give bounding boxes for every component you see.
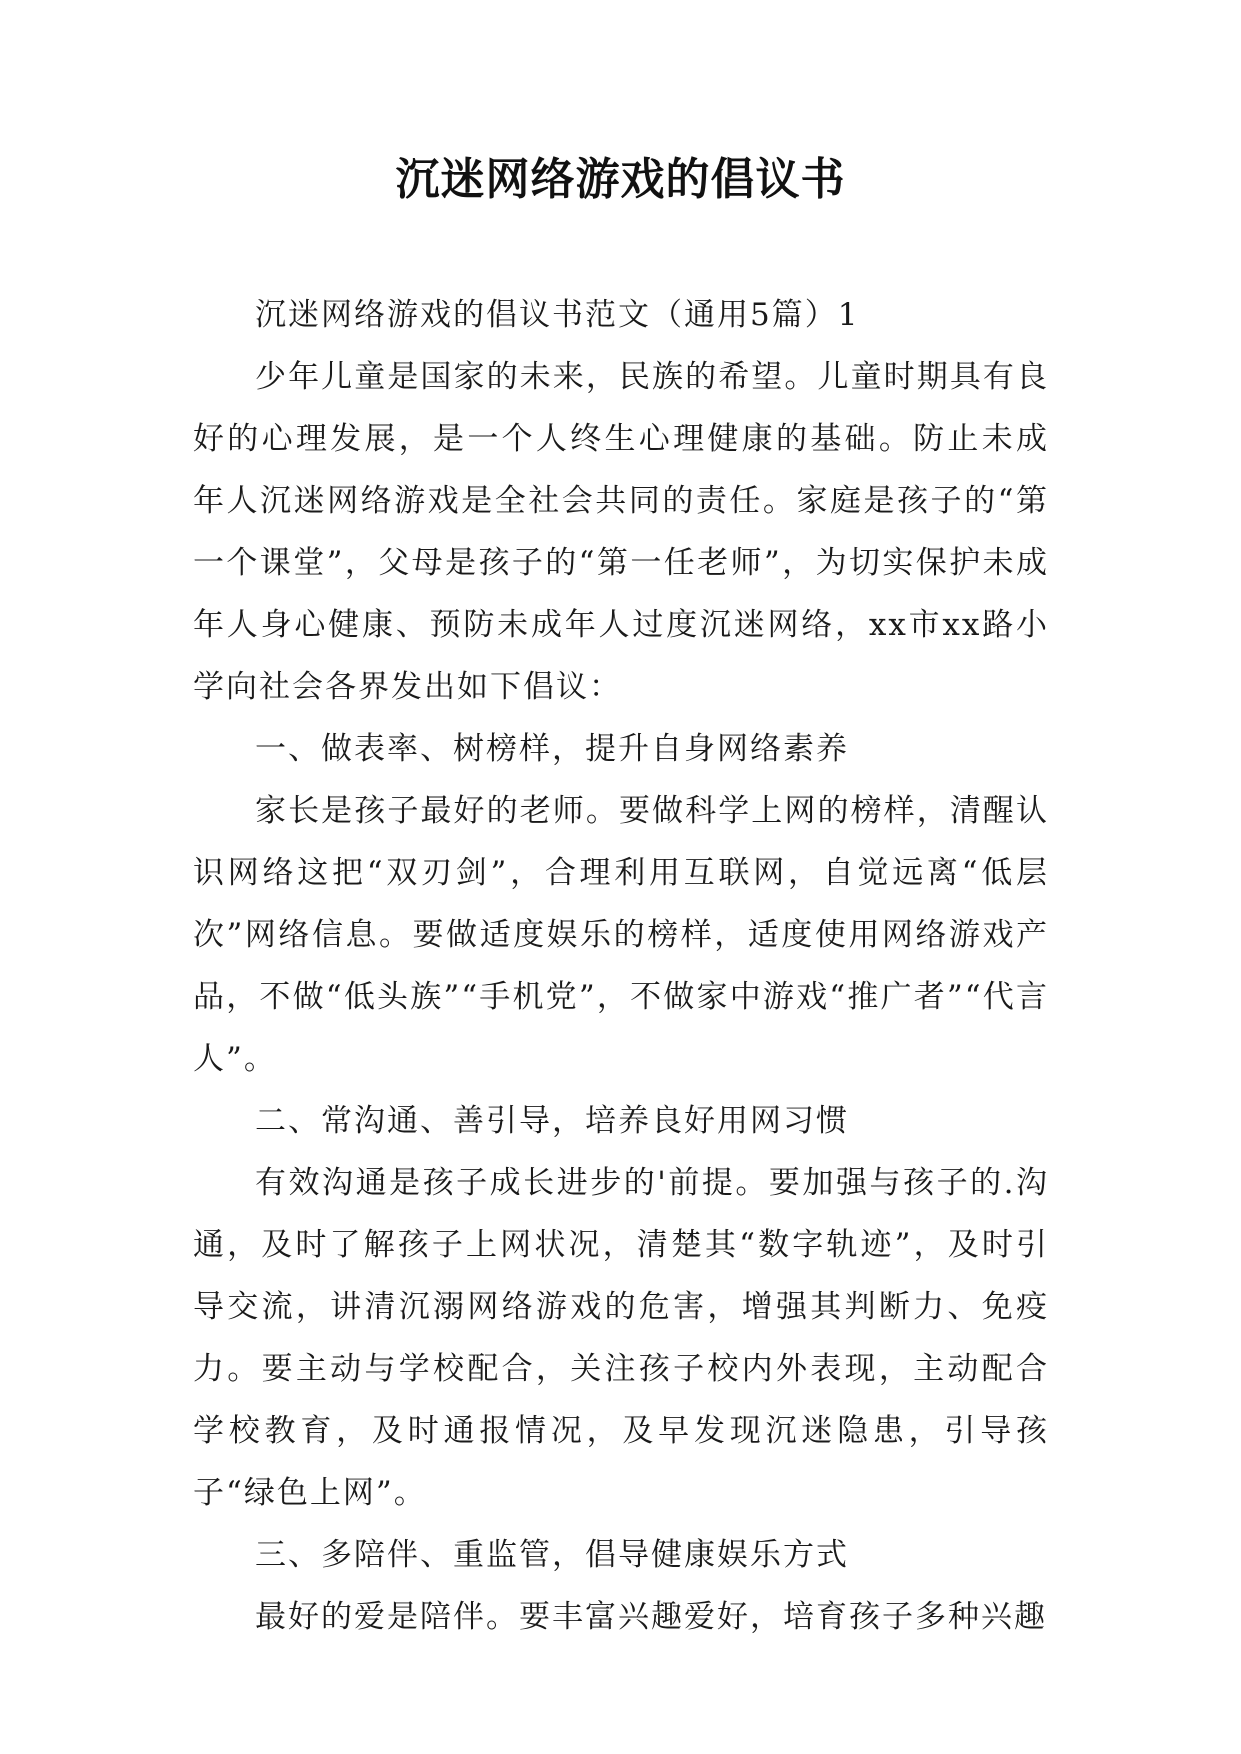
intro-paragraph: 少年儿童是国家的未来，民族的希望。儿童时期具有良好的心理发展，是一个人终生心理健康的基础。防止未成年人沉迷网络游戏是全社会共同的责任。家庭是孩子的“第一个课堂”，父母是孩子的“第一任老师”，为切实保护未成年人身心健康、预防未成年人过度沉迷网络，xx市xx路小学向社会各界发出如下倡议：	[193, 359, 1049, 705]
document-body	[193, 284, 1049, 1648]
section-paragraph-1: 家长是孩子最好的老师。要做科学上网的榜样，清醒认识网络这把“双刃剑”，合理利用互联网，自觉远离“低层次”网络信息。要做适度娱乐的榜样，适度使用网络游戏产品，不做“低头族”“手机党”，不做家中游戏“推广者”“代言人”。	[193, 793, 1049, 1077]
section-heading-2: 二、常沟通、善引导，培养良好用网习惯	[255, 1103, 849, 1139]
section-heading-1: 一、做表率、树榜样，提升自身网络素养	[255, 731, 849, 767]
subtitle-paragraph: 沉迷网络游戏的倡议书范文（通用5篇）1	[255, 297, 860, 333]
section-heading-3: 三、多陪伴、重监管，倡导健康娱乐方式	[255, 1537, 849, 1573]
document-title: 沉迷网络游戏的倡议书	[395, 154, 846, 205]
section-paragraph-2: 有效沟通是孩子成长进步的'前提。要加强与孩子的.沟通，及时了解孩子上网状况，清楚其“数字轨迹”，及时引导交流，讲清沉溺网络游戏的危害，增强其判断力、免疫力。要主动与学校配合，关注孩子校内外表现，主动配合学校教育，及时通报情况，及早发现沉迷隐患，引导孩子“绿色上网”。	[193, 1165, 1049, 1511]
section-paragraph-3: 最好的爱是陪伴。要丰富兴趣爱好，培育孩子多种兴趣	[255, 1599, 1047, 1635]
